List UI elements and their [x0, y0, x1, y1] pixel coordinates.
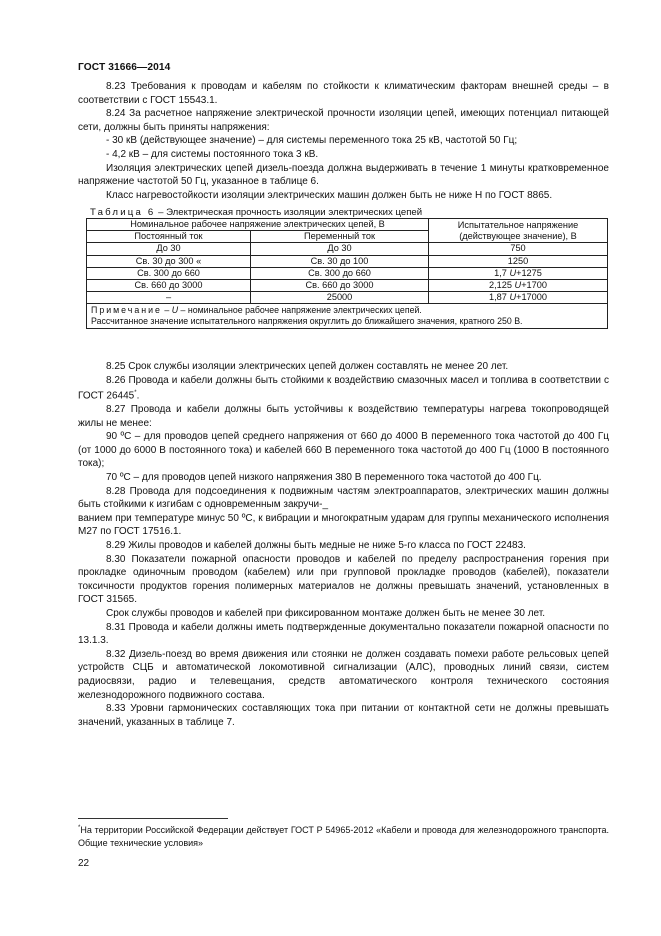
table-6-title: – Электрическая прочность изоляции электрических цепей — [155, 207, 423, 218]
test-u: U — [509, 292, 517, 303]
paragraph-8-32: 8.32 Дизель-поезд во время движения или стоянки не должен создавать помехи работе рельсовых цепей устройств СЦБ и автоматической локомотивной сигнализации (АЛС), проводных линий связи, систем радиосвязи, радио и телевещания, средств автоматического контроля технического состояния железнодорожного подвижного состава. — [78, 648, 609, 701]
table-head-test: Испытательное напряжение (действующее значение), В — [429, 219, 608, 243]
paragraph-8-24-item-a: - 30 кВ (действующее значение) – для системы переменного тока 25 кВ, частотой 50 Гц; — [106, 135, 518, 147]
note-dash: – — [161, 305, 172, 316]
table-cell-dc: Св. 660 до 3000 — [87, 280, 251, 292]
paragraph-8-25: 8.25 Срок службы изоляции электрических цепей должен составлять не менее 20 лет. — [106, 361, 509, 372]
note-label: Примечание — [91, 305, 162, 316]
table-cell-dc: – — [87, 292, 251, 304]
paragraph-8-31: 8.31 Провода и кабели должны иметь подтвержденные документально показатели пожарной опасности по 13.1.3. — [78, 621, 609, 647]
table-head-nominal: Номинальное рабочее напряжение электрических цепей, В — [87, 219, 429, 231]
footnote-ref: * — [134, 390, 137, 397]
table-header-row — [87, 219, 608, 231]
section-8-23-8-24 — [78, 80, 609, 202]
table-6 — [86, 218, 608, 329]
table-cell-test: 1250 — [429, 255, 608, 267]
paragraph-8-23: 8.23 Требования к проводам и кабелям по стойкости к климатическим факторам внешней среды – в соответствии с ГОСТ 15543.1. — [78, 81, 609, 106]
table-cell-test — [429, 292, 608, 304]
test-const: +17000 — [516, 292, 547, 303]
paragraph-8-26 — [78, 374, 609, 404]
paragraph-8-27: 8.27 Провода и кабели должны быть устойчивы к воздействию температуры нагрева токопроводящей жилы не менее: — [78, 404, 609, 429]
table-cell-ac: Св. 300 до 660 — [251, 267, 429, 279]
note-text-2: Рассчитанное значение испытательного напряжения округлить до ближайшего значения, кратного 250 В. — [91, 316, 523, 327]
test-const: +1275 — [516, 267, 542, 278]
table-cell-dc: До 30 — [87, 243, 251, 255]
paragraph-8-26-text: 8.26 Провода и кабели должны быть стойкими к воздействию смазочных масел и топлива в соответствии с ГОСТ 26445 — [78, 374, 609, 402]
table-cell-ac: 25000 — [251, 292, 429, 304]
test-coef: 1,87 — [489, 292, 510, 303]
test-const: +1700 — [521, 280, 547, 291]
document-header: ГОСТ 31666—2014 — [78, 62, 171, 73]
paragraph-8-24-item-b: - 4,2 кВ – для системы постоянного тока 3 кВ. — [106, 148, 319, 160]
table-cell-ac: Св. 30 до 100 — [251, 255, 429, 267]
footnote — [78, 822, 609, 849]
table-cell-ac: До 30 — [251, 243, 429, 255]
paragraph-8-29: 8.29 Жилы проводов и кабелей должны быть медные не ниже 5-го класса по ГОСТ 22483. — [106, 540, 526, 552]
footnote-mark: * — [78, 825, 81, 831]
table-row — [87, 280, 608, 292]
table-cell-ac: Св. 660 до 3000 — [251, 280, 429, 292]
paragraph-8-28-cont: ванием при температуре минус 50 ºС, к вибрации и многократным ударам для группы механического исполнения М27 по ГОСТ 17516.1. — [78, 512, 609, 538]
section-8-25-8-33 — [78, 360, 609, 729]
paragraph-8-30: 8.30 Показатели пожарной опасности проводов и кабелей по пределу распространения горения при прокладке одиночным проводом (кабелем) или при групповой прокладке проводов (кабелей), показатели токсичности продуктов горения полимерных материалов не должны превышать значений, установленных в ГОСТ 31565. — [78, 553, 609, 606]
paragraph-8-24: 8.24 За расчетное напряжение электрической прочности изоляции цепей, имеющих потенциал питающей сети, должны быть приняты напряжения: — [78, 108, 609, 133]
table-cell-dc: Св. 30 до 300 « — [87, 255, 251, 267]
paragraph-8-27-item-a: 90 ºС – для проводов цепей среднего напряжения от 660 до 4000 В переменного тока частотой до 400 Гц (от 1000 до 6000 В постоянного тока) и кабелей 660 В переменного тока частотой до 400 Гц (1000 В постоянного тока); — [78, 431, 609, 470]
paragraph-8-28: 8.28 Провода для подсоединения к подвижным частям электроаппаратов, электрических машин должны быть стойкими к изгибам с одновременным закручи-_ — [78, 485, 609, 511]
note-u: U — [171, 305, 179, 316]
footnote-text: На территории Российской Федерации действует ГОСТ Р 54965-2012 «Кабели и провода для железнодорожного транспорта. Общие технические условия» — [78, 825, 609, 848]
test-u: U — [514, 280, 522, 291]
test-coef: 1,7 — [494, 267, 510, 278]
table-note — [87, 304, 608, 329]
table-cell-test: 750 — [429, 243, 608, 255]
page-number: 22 — [78, 858, 90, 869]
table-head-ac: Переменный ток — [251, 231, 429, 243]
test-u: U — [509, 267, 517, 278]
paragraph-8-26-end: . — [136, 390, 140, 402]
note-text-1: – номинальное рабочее напряжение электрических цепей. — [178, 305, 422, 316]
table-row — [87, 267, 608, 279]
paragraph-8-27-item-b: 70 ºС – для проводов цепей низкого напряжения 380 В переменного тока частотой до 400 Гц. — [106, 472, 542, 484]
paragraph-8-24-heat-class: Класс нагревостойкости изоляции электрических машин должен быть не ниже Н по ГОСТ 8865. — [106, 189, 553, 201]
paragraph-8-24-insulation: Изоляция электрических цепей дизель-поезда должна выдерживать в течение 1 минуты кратковременное напряжение частотой 50 Гц, указанное в таблице 6. — [78, 162, 609, 188]
table-row — [87, 243, 608, 255]
table-row — [87, 255, 608, 267]
table-6-caption — [90, 207, 422, 218]
table-6-label: Таблица 6 — [90, 207, 156, 218]
table-row — [87, 292, 608, 304]
test-coef: 2,125 — [489, 280, 515, 291]
table-cell-dc: Св. 300 до 660 — [87, 267, 251, 279]
table-cell-test — [429, 267, 608, 279]
table-head-dc: Постоянный ток — [87, 231, 251, 243]
footnote-divider — [78, 818, 228, 819]
paragraph-8-33: 8.33 Уровни гармонических составляющих тока при питании от контактной сети не должны превышать значений, указанных в таблице 7. — [78, 703, 609, 728]
table-cell-test — [429, 280, 608, 292]
paragraph-8-30-service: Срок службы проводов и кабелей при фиксированном монтаже должен быть не менее 30 лет. — [106, 608, 546, 620]
table-note-row — [87, 304, 608, 329]
